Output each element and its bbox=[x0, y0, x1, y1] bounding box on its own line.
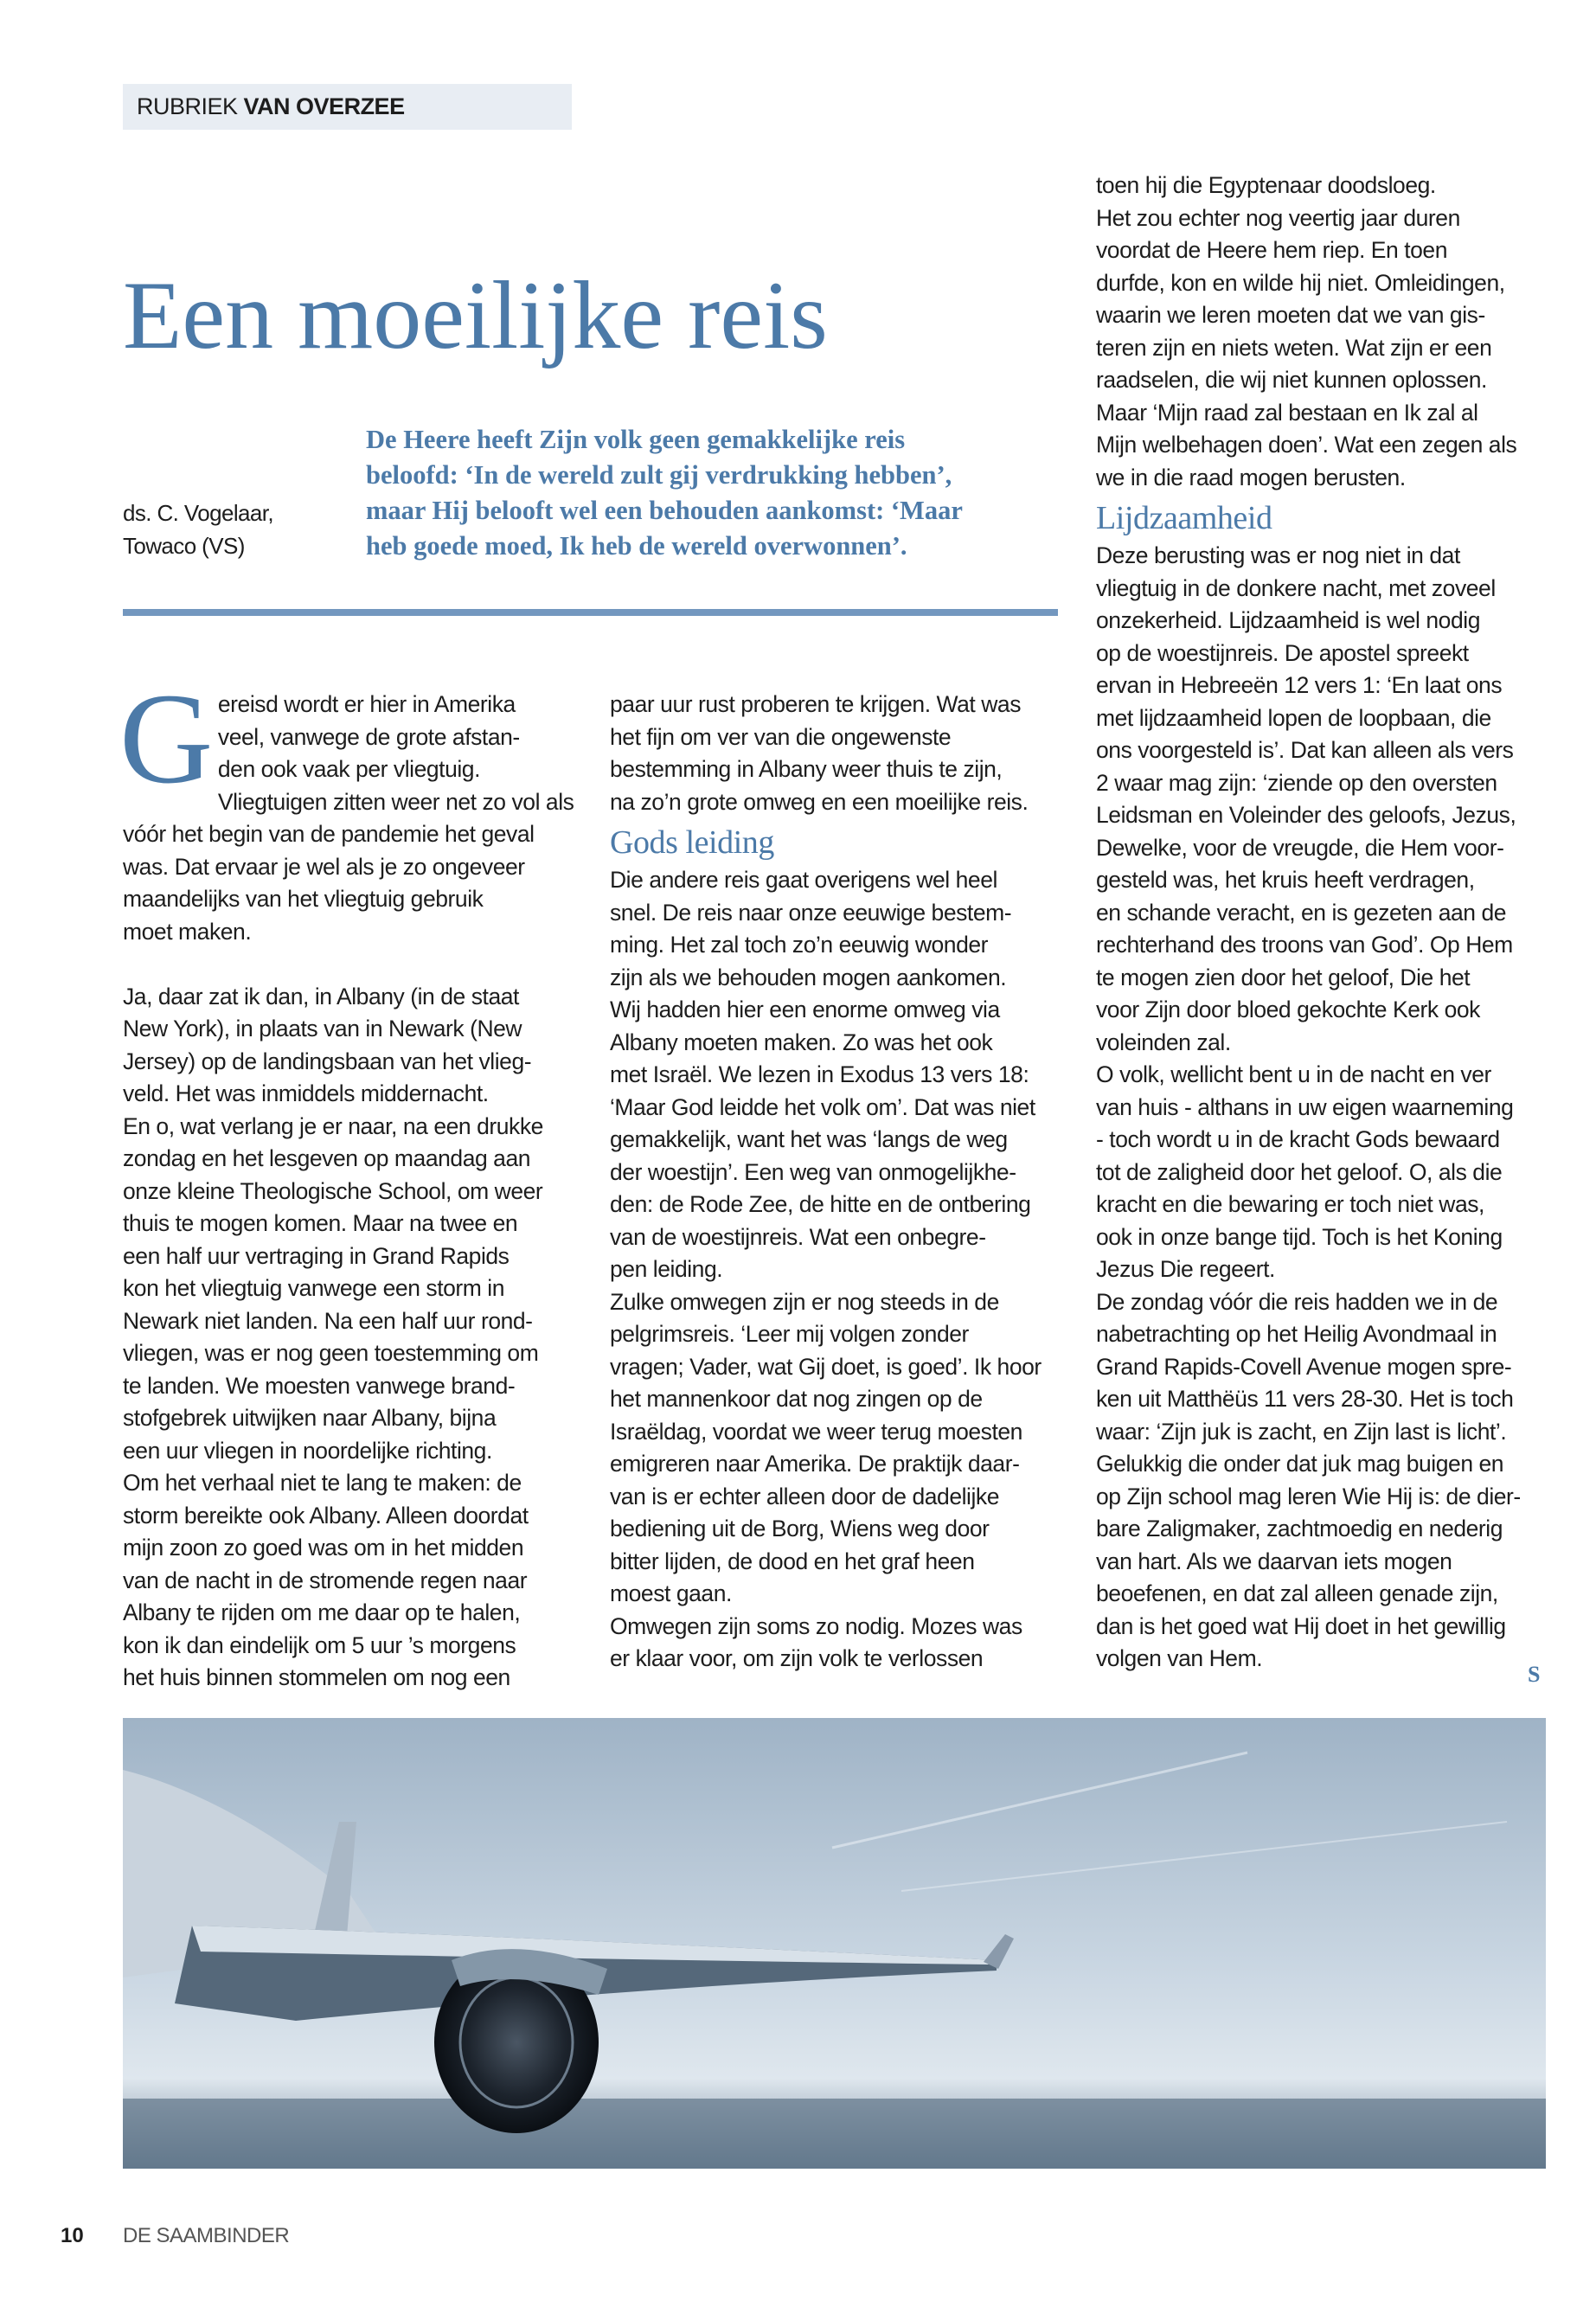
text-line: Vliegtuigen zitten weer net zo vol als bbox=[217, 788, 574, 815]
text-line: voordat de Heere hem riep. En toen bbox=[1096, 237, 1448, 263]
text-line: ons voorgesteld is’. Dat kan alleen als vers bbox=[1096, 737, 1514, 763]
text-line: een uur vliegen in noordelijke richting. bbox=[123, 1437, 492, 1464]
text-line: paar uur rust proberen te krijgen. Wat was bbox=[610, 691, 1022, 717]
lead-line: maar Hij belooft wel een behouden aankomst: ‘Maar bbox=[366, 496, 963, 525]
text-line: Gelukkig die onder dat juk mag buigen en bbox=[1096, 1451, 1504, 1477]
text-line: het mannenkoor dat nog zingen op de bbox=[610, 1386, 983, 1412]
author-location: Towaco (VS) bbox=[123, 533, 245, 559]
text-line: storm bereikte ook Albany. Alleen doordat bbox=[123, 1502, 529, 1529]
byline bbox=[123, 497, 273, 562]
text-line: maandelijks van het vliegtuig gebruik bbox=[123, 886, 484, 912]
text-line: onzekerheid. Lijdzaamheid is wel nodig bbox=[1096, 607, 1480, 633]
text-line: Jezus Die regeert. bbox=[1096, 1256, 1275, 1282]
text-line: na zo’n grote omweg en een moeilijke reis. bbox=[610, 788, 1029, 815]
text-line: Wij hadden hier een enorme omweg via bbox=[610, 997, 1000, 1022]
text-line: vliegtuig in de donkere nacht, met zoveel bbox=[1096, 574, 1496, 601]
magazine-name: DE SAAMBINDER bbox=[123, 2224, 290, 2247]
text-line: den ook vaak per vliegtuig. bbox=[217, 756, 480, 782]
text-line: durfde, kon en wilde hij niet. Omleidingen, bbox=[1096, 269, 1505, 296]
paragraph bbox=[610, 689, 1077, 818]
text-line: moet maken. bbox=[123, 918, 252, 945]
text-line: ook in onze bange tijd. Toch is het Koning bbox=[1096, 1223, 1503, 1250]
text-line: ken uit Matthëüs 11 vers 28-30. Het is toch bbox=[1096, 1386, 1514, 1412]
text-line: onze kleine Theologische School, om weer bbox=[123, 1177, 543, 1204]
text-line: er klaar voor, om zijn volk te verlossen bbox=[610, 1645, 984, 1671]
text-line: vragen; Vader, wat Gij doet, is goed’. Ik hoor bbox=[610, 1353, 1042, 1380]
text-line: van de woestijnreis. Wat een onbegre- bbox=[610, 1223, 986, 1250]
text-line: van de nacht in de stromende regen naar bbox=[123, 1567, 528, 1593]
text-line: het fijn om ver van die ongewenste bbox=[610, 723, 952, 750]
text-line: 2 waar mag zijn: ‘ziende op den oversten bbox=[1096, 769, 1497, 796]
section-label-prefix: RUBRIEK bbox=[137, 93, 238, 119]
text-line: het huis binnen stommelen om nog een bbox=[123, 1664, 510, 1690]
text-line: raadselen, die wij niet kunnen oplossen. bbox=[1096, 367, 1487, 393]
text-line: De zondag vóór die reis hadden we in de bbox=[1096, 1288, 1498, 1315]
text-line: veld. Het was inmiddels middernacht. bbox=[123, 1080, 489, 1106]
text-line: - toch wordt u in de kracht Gods bewaard bbox=[1096, 1126, 1500, 1152]
text-line: Dewelke, voor de vreugde, die Hem voor- bbox=[1096, 834, 1504, 861]
paragraph bbox=[123, 981, 590, 1695]
text-line: dan is het goed wat Hij doet in het gewillig bbox=[1096, 1612, 1506, 1639]
text-line: voor Zijn door bloed gekochte Kerk ook bbox=[1096, 997, 1480, 1022]
text-line: waar: ‘Zijn juk is zacht, en Zijn last is licht’. bbox=[1096, 1418, 1507, 1445]
text-line: tot de zaligheid door het geloof. O, als die bbox=[1096, 1158, 1503, 1185]
airplane-photo bbox=[123, 1718, 1546, 2169]
text-line: zijn als we behouden mogen aankomen. bbox=[610, 964, 1007, 990]
text-line: New York), in plaats van in Newark (New bbox=[123, 1016, 522, 1042]
column-1 bbox=[119, 667, 590, 1695]
text-line: Jersey) op de landingsbaan van het vlieg- bbox=[123, 1048, 532, 1074]
text-line: gemakkelijk, want het was ‘langs de weg bbox=[610, 1126, 1008, 1152]
text-line: mijn zoon zo goed was om in het midden bbox=[123, 1535, 524, 1561]
airplane-wing-image bbox=[123, 1718, 1546, 2169]
text-line: gesteld was, het kruis heeft verdragen, bbox=[1096, 867, 1475, 893]
text-line: der woestijn’. Een weg van onmogelijkhe- bbox=[610, 1158, 1016, 1185]
text-line: Die andere reis gaat overigens wel heel bbox=[610, 867, 997, 893]
text-line: Albany te rijden om me daar op te halen, bbox=[123, 1599, 521, 1625]
text-line: Om het verhaal niet te lang te maken: de bbox=[123, 1470, 522, 1496]
text-line: stofgebrek uitwijken naar Albany, bijna bbox=[123, 1405, 497, 1431]
text-line: pen leiding. bbox=[610, 1256, 723, 1282]
text-line: kon het vliegtuig vanwege een storm in bbox=[123, 1275, 505, 1301]
text-line: kon ik dan eindelijk om 5 uur ’s morgens bbox=[123, 1631, 516, 1658]
text-line: met lijdzaamheid lopen de loopbaan, die bbox=[1096, 704, 1491, 731]
text-line: rechterhand des troons van God’. Op Hem bbox=[1096, 932, 1513, 958]
text-line: bediening uit de Borg, Wiens weg door bbox=[610, 1516, 990, 1541]
paragraph-gap bbox=[123, 948, 590, 981]
text-line: Newark niet landen. Na een half uur rond- bbox=[123, 1307, 533, 1334]
section-heading: Lijdzaamheid bbox=[1096, 500, 1272, 536]
text-line: pelgrimsreis. ‘Leer mij volgen zonder bbox=[610, 1321, 969, 1347]
text-line: Israëldag, voordat we weer terug moesten bbox=[610, 1418, 1022, 1445]
text-line: ‘Maar God leidde het volk om’. Dat was niet bbox=[610, 1093, 1035, 1120]
text-line: O volk, wellicht bent u in de nacht en ver bbox=[1096, 1061, 1491, 1087]
author: ds. C. Vogelaar, bbox=[123, 500, 273, 526]
text-line: op Zijn school mag leren Wie Hij is: de dier- bbox=[1096, 1483, 1521, 1509]
text-line: teren zijn en niets weten. Wat zijn er een bbox=[1096, 334, 1492, 361]
paragraph bbox=[1096, 170, 1563, 494]
text-line: van huis - althans in uw eigen waarneming bbox=[1096, 1093, 1514, 1120]
text-line: Albany moeten maken. Zo was het ook bbox=[610, 1029, 993, 1055]
lead-line: heb goede moed, Ik heb de wereld overwonnen’. bbox=[366, 531, 907, 561]
text-line: emigreren naar Amerika. De praktijk daar- bbox=[610, 1451, 1020, 1477]
text-line: Omwegen zijn soms zo nodig. Mozes was bbox=[610, 1612, 1022, 1639]
text-line: snel. De reis naar onze eeuwige bestem- bbox=[610, 899, 1012, 926]
text-line: Grand Rapids-Covell Avenue mogen spre- bbox=[1096, 1353, 1512, 1380]
divider-rule bbox=[123, 609, 1058, 616]
text-line: ming. Het zal toch zo’n eeuwig wonder bbox=[610, 932, 989, 958]
column-2 bbox=[610, 689, 1077, 1676]
page-number: 10 bbox=[61, 2224, 84, 2247]
text-line: Leidsman en Voleinder des geloofs, Jezus, bbox=[1096, 802, 1516, 828]
text-line: En o, wat verlang je er naar, na een drukke bbox=[123, 1112, 543, 1139]
text-line: veel, vanwege de grote afstan- bbox=[217, 723, 520, 750]
text-line: te landen. We moesten vanwege brand- bbox=[123, 1372, 516, 1399]
text-line: ereisd wordt er hier in Amerika bbox=[217, 691, 516, 717]
text-line: Maar ‘Mijn raad zal bestaan en Ik zal al bbox=[1096, 399, 1478, 426]
text-line: toen hij die Egyptenaar doodsloeg. bbox=[1096, 172, 1436, 198]
lead-line: De Heere heeft Zijn volk geen gemakkelijke reis bbox=[366, 425, 906, 454]
paragraph bbox=[1096, 540, 1563, 1676]
text-line: te mogen zien door het geloof, Die het bbox=[1096, 964, 1471, 990]
text-line: van is er echter alleen door de dadelijke bbox=[610, 1483, 1000, 1509]
text-line: Zulke omwegen zijn er nog steeds in de bbox=[610, 1288, 999, 1315]
section-label-name: VAN OVERZEE bbox=[243, 93, 405, 119]
text-line: Deze berusting was er nog niet in dat bbox=[1096, 542, 1460, 568]
text-line: van hart. Als we daarvan iets mogen bbox=[1096, 1548, 1452, 1574]
text-line: we in die raad mogen berusten. bbox=[1096, 464, 1406, 490]
text-line: Mijn welbehagen doen’. Wat een zegen als bbox=[1096, 432, 1517, 458]
text-line: Ja, daar zat ik dan, in Albany (in de staat bbox=[123, 983, 519, 1009]
text-line: kracht en die bewaring er toch niet was, bbox=[1096, 1191, 1484, 1217]
text-line: thuis te mogen komen. Maar na twee en bbox=[123, 1210, 518, 1236]
section-label bbox=[123, 84, 572, 130]
drop-cap: G bbox=[119, 667, 213, 811]
text-line: vóór het begin van de pandemie het geval bbox=[123, 821, 535, 847]
lead-line: beloofd: ‘In de wereld zult gij verdrukking hebben’, bbox=[366, 460, 952, 490]
text-line: op de woestijnreis. De apostel spreekt bbox=[1096, 639, 1469, 666]
text-line: beoefenen, en dat zal alleen genade zijn, bbox=[1096, 1580, 1498, 1606]
text-line: ervan in Hebreeën 12 vers 1: ‘En laat ons bbox=[1096, 672, 1503, 698]
text-line: bare Zaligmaker, zachtmoedig en nederig bbox=[1096, 1516, 1503, 1541]
text-line: nabetrachting op het Heilig Avondmaal in bbox=[1096, 1321, 1497, 1347]
text-line: waarin we leren moeten dat we van gis- bbox=[1096, 302, 1485, 328]
text-line: Het zou echter nog veertig jaar duren bbox=[1096, 204, 1460, 231]
text-line: en schande veracht, en is gezeten aan de bbox=[1096, 899, 1507, 926]
text-line: volgen van Hem. bbox=[1096, 1645, 1263, 1671]
lead-paragraph bbox=[366, 422, 1058, 564]
paragraph bbox=[610, 864, 1077, 1676]
page-footer bbox=[61, 2223, 289, 2249]
text-line: bestemming in Albany weer thuis te zijn, bbox=[610, 756, 1003, 782]
end-mark-icon: S bbox=[1528, 1662, 1541, 1687]
article-title: Een moeilijke reis bbox=[123, 262, 828, 369]
text-line: zondag en het lesgeven op maandag aan bbox=[123, 1145, 531, 1171]
text-line: voleinden zal. bbox=[1096, 1029, 1231, 1055]
text-line: een half uur vertraging in Grand Rapids bbox=[123, 1242, 510, 1269]
text-line: vliegen, was er nog geen toestemming om bbox=[123, 1340, 539, 1366]
text-line: moest gaan. bbox=[610, 1580, 732, 1606]
text-line: was. Dat ervaar je wel als je zo ongeveer bbox=[123, 853, 525, 880]
text-line: met Israël. We lezen in Exodus 13 vers 18: bbox=[610, 1061, 1029, 1087]
column-3 bbox=[1096, 170, 1563, 1676]
text-line: bitter lijden, de dood en het graf heen bbox=[610, 1548, 975, 1574]
text-line: den: de Rode Zee, de hitte en de ontbering bbox=[610, 1191, 1031, 1217]
section-heading: Gods leiding bbox=[610, 824, 774, 861]
